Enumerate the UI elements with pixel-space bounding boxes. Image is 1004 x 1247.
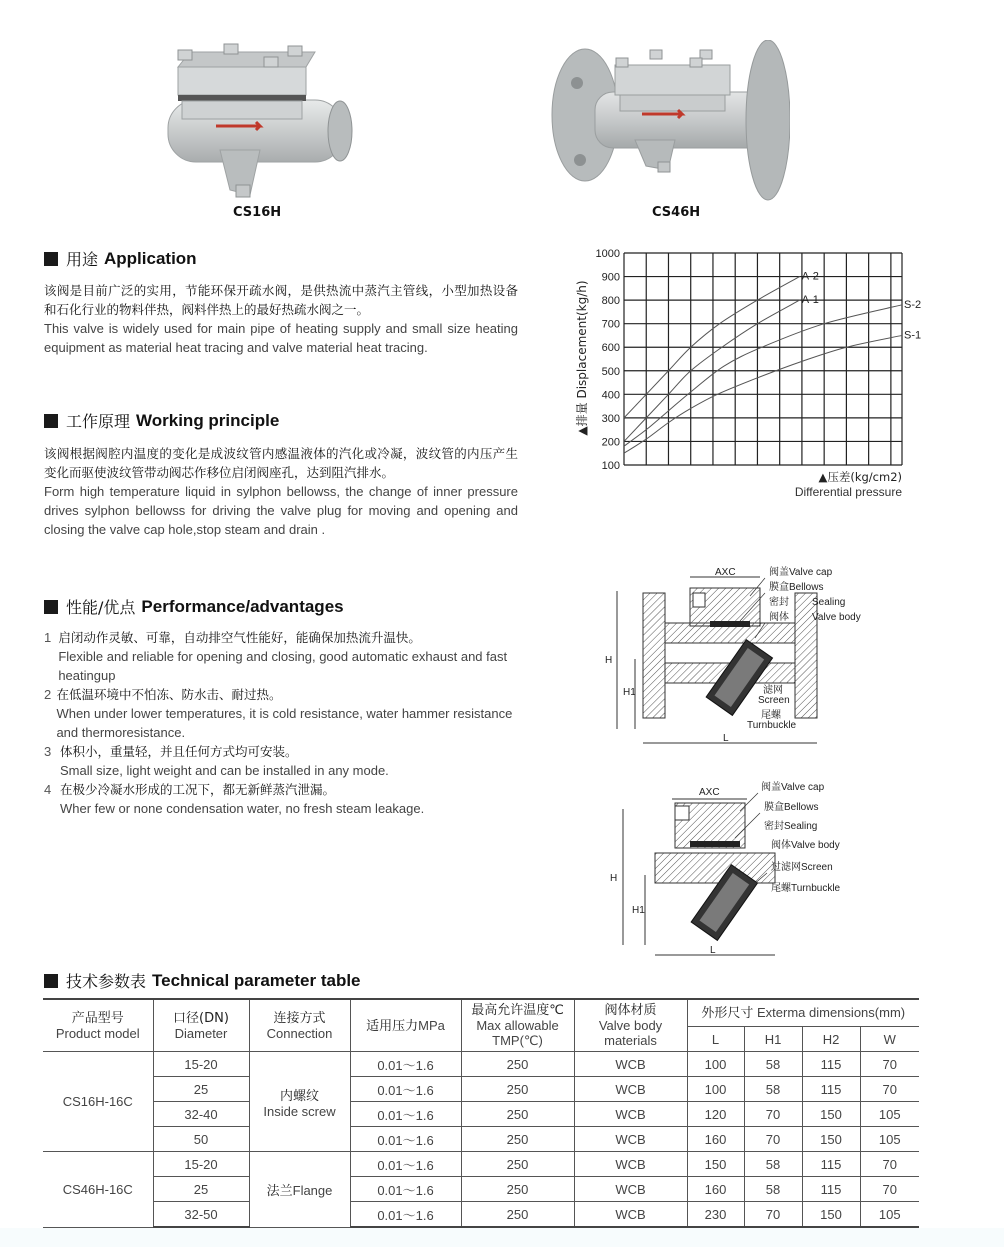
table-row: CS46H-16C 15-20 法兰Flange 0.01～1.6 250 WCB 150 58 115 70 (43, 1152, 919, 1177)
header-pressure: 适用压力MPa (350, 999, 461, 1052)
section-heading-technical-table: 技术参数表 Technical parameter table (44, 969, 361, 992)
chart-y-tick-label: 900 (601, 271, 620, 284)
cell-connection: 法兰Flange (249, 1152, 350, 1228)
svg-text:膜盒Bellows: 膜盒Bellows (769, 582, 824, 593)
table-row: 32-40 0.01～1.6 250 WCB 120 70 150 105 (43, 1102, 919, 1127)
advantage-item: 2 在低温环境中不怕冻、防水击、耐过热。 When under lower temperatures, it is cold resistance, water hammer resistance and thermoresistance. (44, 687, 513, 740)
chart-y-axis-label: ▲排量 Displacement(kg/h) (575, 280, 589, 436)
chart-y-tick-label: 800 (601, 295, 620, 308)
table-row: 32-50 0.01～1.6 250 WCB 230 70 150 105 (43, 1202, 919, 1228)
svg-text:H: H (605, 655, 613, 666)
svg-text:阀体Valve body: 阀体Valve body (771, 840, 840, 851)
svg-text:H1: H1 (632, 905, 645, 916)
section-heading-working-principle: 工作原理 Working principle (44, 409, 279, 432)
table-row: 25 0.01～1.6 250 WCB 160 58 115 70 (43, 1177, 919, 1202)
chart-series-label: S-2 (904, 298, 922, 311)
advantage-item: 4 在极少冷凝水形成的工况下，都无新鲜蒸汽泄漏。 Wher few or none condensation water, no fresh steam leakage. (44, 782, 425, 816)
product-photo-cs16h (160, 40, 360, 200)
sectional-diagram-flanged (595, 563, 885, 753)
cell-model: CS16H-16C (43, 1052, 153, 1152)
working-principle-text (44, 444, 518, 539)
svg-text:AXC: AXC (699, 787, 720, 798)
table-row: CS16H-16C 15-20 内螺纹 Inside screw 0.01～1.6 250 WCB 100 58 115 70 (43, 1052, 919, 1077)
cell-model: CS46H-16C (43, 1152, 153, 1228)
header-material: 阀体材质 Valve body materials (574, 999, 687, 1052)
chart-y-tick-label: 100 (601, 460, 620, 472)
header-dim-w: W (860, 1027, 919, 1052)
chart-y-tick-label: 400 (601, 389, 620, 402)
svg-text:滤网: 滤网 (763, 685, 783, 696)
svg-text:密封Sealing: 密封Sealing (764, 821, 818, 832)
application-text (44, 281, 518, 357)
svg-text:L: L (710, 945, 716, 956)
bullet-square-icon (44, 414, 58, 428)
svg-text:过滤网Screen: 过滤网Screen (771, 862, 833, 873)
application-text-cn: 该阀是目前广泛的实用，节能环保开疏水阀，是供热流中蒸汽主管线，小型加热设备和石化行业的物料伴热，阀料伴热上的最好热疏水阀之一。 (44, 283, 518, 317)
section-heading-application: 用途 Application (44, 247, 197, 270)
bullet-square-icon (44, 974, 58, 988)
application-text-en: This valve is widely used for main pipe of heating supply and small size heating equipment as material heat tracing and valve material heat tracing. (44, 321, 518, 355)
product-caption-cs16h: CS16H (233, 205, 282, 220)
svg-text:阀盖Valve cap: 阀盖Valve cap (761, 782, 825, 793)
svg-text:尾螺Turnbuckle: 尾螺Turnbuckle (771, 883, 841, 894)
header-dim-h1: H1 (744, 1027, 802, 1052)
chart-y-tick-label: 600 (601, 342, 620, 355)
product-photo-cs46h (550, 40, 790, 210)
product-caption-cs46h: CS46H (652, 205, 701, 220)
svg-text:Valve body: Valve body (812, 612, 861, 623)
table-row: 25 0.01～1.6 250 WCB 100 58 115 70 (43, 1077, 919, 1102)
header-diameter: 口径(DN) Diameter (153, 999, 249, 1052)
svg-text:H1: H1 (623, 687, 636, 698)
bullet-square-icon (44, 252, 58, 266)
header-dimensions: 外形尺寸 Exterma dimensions(mm) (687, 999, 919, 1027)
header-connection: 连接方式 Connection (249, 999, 350, 1052)
working-text-cn: 该阀根据阀腔内温度的变化是成波纹管内感温液体的汽化或冷凝，波纹管的内压产生变化而驱使波纹管带动阀芯作移位启闭阀座孔，达到阻汽排水。 (44, 446, 518, 480)
table-row: 50 0.01～1.6 250 WCB 160 70 150 105 (43, 1127, 919, 1152)
displacement-chart (568, 243, 928, 503)
working-text-en: Form high temperature liquid in sylphon bellowss, the change of inner pressure drives sylphon bellowss for driving the valve plug for moving and opening and closing the valve cap hole,stop steam and drain . (44, 484, 518, 537)
chart-series-label: A-1 (801, 294, 819, 307)
technical-parameter-table (43, 998, 919, 1228)
chart-y-tick-label: 200 (601, 436, 620, 449)
header-max-temp: 最高允许温度℃ Max allowable TMP(℃) (461, 999, 574, 1052)
chart-x-axis-label-cn: ▲压差(kg/cm2) (818, 470, 902, 484)
svg-text:膜盒Bellows: 膜盒Bellows (764, 802, 819, 813)
header-dim-l: L (687, 1027, 744, 1052)
svg-text:尾螺: 尾螺 (761, 710, 781, 721)
svg-text:阀盖Valve cap: 阀盖Valve cap (769, 567, 833, 578)
advantage-item: 1 启闭动作灵敏、可靠，自动排空气性能好，能确保加热流升温快。 Flexible and reliable for opening and closing, good automatic exhaust and fast heatingup (44, 630, 508, 683)
svg-text:AXC: AXC (715, 567, 736, 578)
chart-y-ticks (596, 248, 620, 472)
chart-y-tick-label: 1000 (595, 248, 620, 260)
svg-text:阀体: 阀体 (769, 612, 789, 623)
chart-grid (624, 253, 902, 465)
chart-series-label: A-2 (801, 270, 819, 283)
svg-text:H: H (610, 873, 618, 884)
chart-y-tick-label: 500 (601, 365, 620, 378)
chart-x-axis-label-en: Differential pressure (794, 485, 902, 499)
advantage-item: 3 体积小，重量轻，并且任何方式均可安装。 Small size, light weight and can be installed in any mode. (44, 744, 389, 778)
advantages-list (44, 628, 514, 818)
footer-band (0, 1228, 1004, 1247)
bullet-square-icon (44, 600, 58, 614)
chart-series-label: S-1 (904, 329, 922, 342)
svg-text:密封: 密封 (769, 597, 789, 608)
cell-connection: 内螺纹 Inside screw (249, 1052, 350, 1152)
sectional-diagram-threaded (595, 773, 885, 963)
svg-text:L: L (723, 733, 729, 744)
chart-y-tick-label: 700 (601, 318, 620, 331)
section-heading-performance: 性能/优点 Performance/advantages (44, 595, 344, 618)
svg-text:Turnbuckle: Turnbuckle (747, 720, 797, 731)
svg-text:Screen: Screen (758, 695, 790, 706)
header-product-model: 产品型号 Product model (43, 999, 153, 1052)
header-dim-h2: H2 (802, 1027, 860, 1052)
chart-y-tick-label: 300 (601, 412, 620, 425)
svg-text:Sealing: Sealing (812, 597, 846, 608)
